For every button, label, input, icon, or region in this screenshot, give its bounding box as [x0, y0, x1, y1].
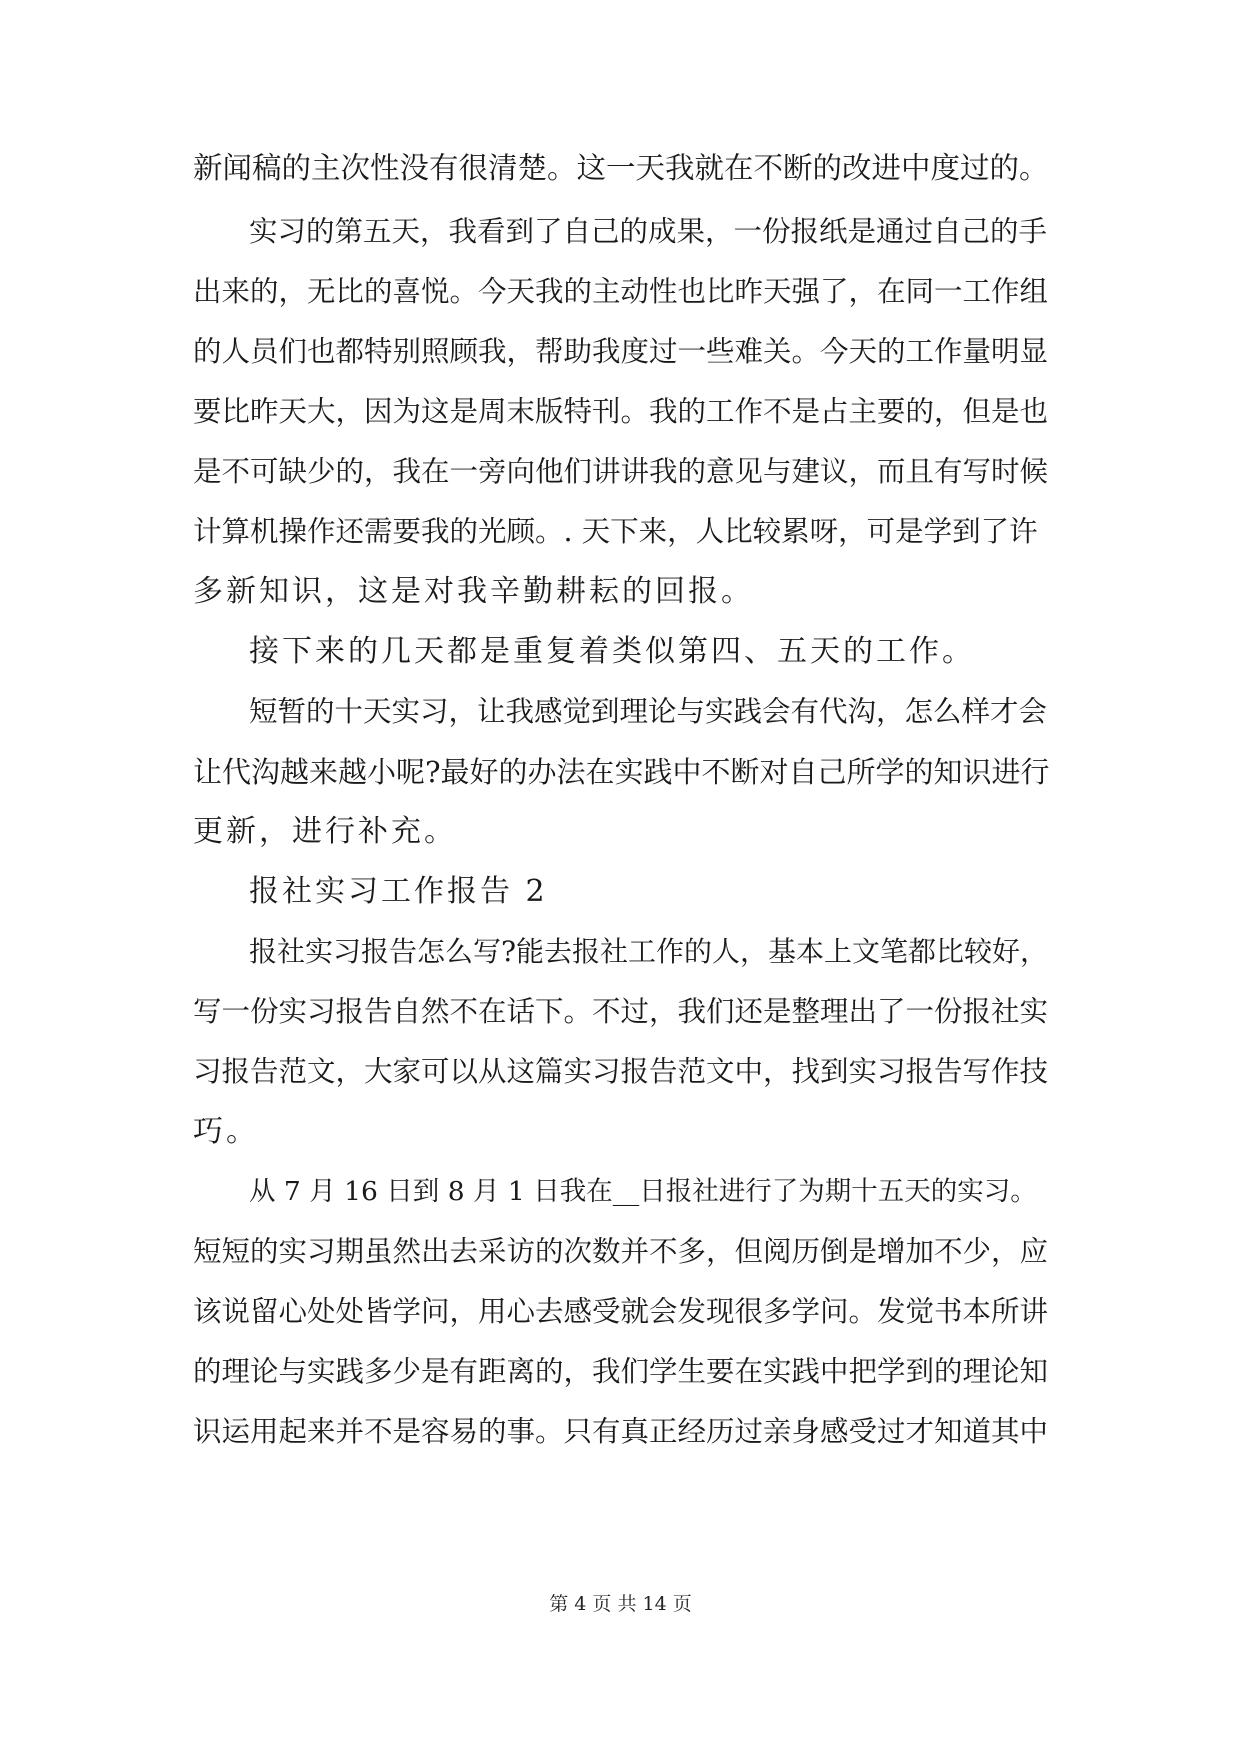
text-line: 的理论与实践多少是有距离的，我们学生要在实践中把学到的理论知	[193, 1355, 1049, 1388]
text-line: 更新，进行补充。	[193, 814, 457, 849]
section-heading: 报社实习工作报告 2	[249, 874, 548, 909]
text-line: 巧。	[193, 1114, 259, 1149]
text-line: 习报告范文，大家可以从这篇实习报告范文中，找到实习报告写作技	[193, 1055, 1049, 1088]
text-line: 计算机操作还需要我的光顾。. 天下来，人比较累呀，可是学到了许	[193, 515, 1038, 548]
text-line: 让代沟越来越小呢?最好的办法在实践中不断对自己所学的知识进行	[193, 755, 1050, 789]
text-line: 出来的，无比的喜悦。今天我的主动性也比昨天强了，在同一工作组	[193, 275, 1049, 308]
text-line: 短暂的十天实习，让我感觉到理论与实践会有代沟，怎么样才会	[249, 695, 1048, 728]
text-line: 新闻稿的主次性没有很清楚。这一天我就在不断的改进中度过的。	[193, 151, 1049, 185]
text-line: 报社实习报告怎么写?能去报社工作的人，基本上文笔都比较好，	[249, 935, 1049, 968]
text-line: 接下来的几天都是重复着类似第四、五天的工作。	[249, 634, 975, 669]
page-number-footer: 第 4 页 共 14 页	[549, 1593, 692, 1615]
text-line: 写一份实习报告自然不在话下。不过，我们还是整理出了一份报社实	[193, 995, 1049, 1028]
text-line: 要比昨天大，因为这是周末版特刊。我的工作不是占主要的，但是也	[193, 395, 1049, 428]
text-line: 多新知识，这是对我辛勤耕耘的回报。	[193, 574, 754, 609]
text-line: 实习的第五天，我看到了自己的成果，一份报纸是通过自己的手	[249, 215, 1048, 248]
text-line: 识运用起来并不是容易的事。只有真正经历过亲身感受过才知道其中	[193, 1415, 1049, 1448]
text-line: 的人员们也都特别照顾我，帮助我度过一些难关。今天的工作量明显	[193, 335, 1049, 368]
text-line: 短短的实习期虽然出去采访的次数并不多，但阅历倒是增加不少，应	[193, 1235, 1049, 1268]
text-line: 该说留心处处皆学问，用心去感受就会发现很多学问。发觉书本所讲	[193, 1295, 1049, 1328]
text-line: 从 7 月 16 日到 8 月 1 日我在__日报社进行了为期十五天的实习。	[249, 1176, 1037, 1207]
text-line: 是不可缺少的，我在一旁向他们讲讲我的意见与建议，而且有写时候	[193, 455, 1049, 488]
